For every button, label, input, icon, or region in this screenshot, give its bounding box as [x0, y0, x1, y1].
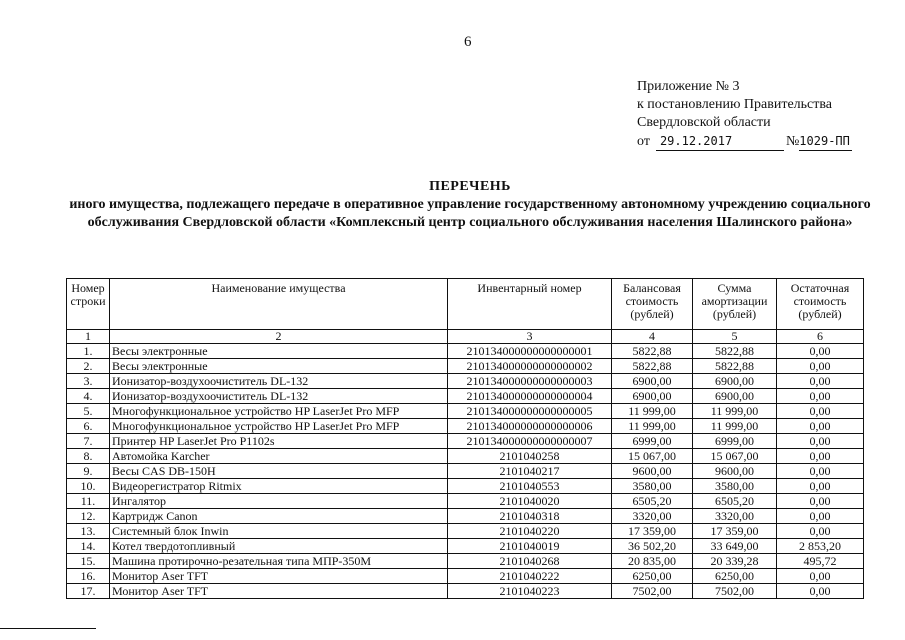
cell-residual-value: 495,72 [777, 554, 864, 569]
cell-inventory-number: 2101040268 [448, 554, 612, 569]
cell-name: Системный блок Inwin [110, 524, 448, 539]
cell-name: Весы электронные [110, 344, 448, 359]
table-row [67, 569, 864, 584]
cell-row-number: 6. [67, 419, 110, 434]
cell-residual-value: 0,00 [777, 524, 864, 539]
cell-amortization: 6900,00 [693, 374, 777, 389]
column-number: 5 [693, 330, 777, 344]
table-row [67, 509, 864, 524]
cell-residual-value: 2 853,20 [777, 539, 864, 554]
cell-balance-value: 20 835,00 [612, 554, 693, 569]
cell-amortization: 33 649,00 [693, 539, 777, 554]
cell-residual-value: 0,00 [777, 479, 864, 494]
cell-row-number: 10. [67, 479, 110, 494]
cell-inventory-number: 210134000000000000005 [448, 404, 612, 419]
column-number: 3 [448, 330, 612, 344]
title-subtitle: иного имущества, подлежащего передаче в оперативное управление государственному автономному учреждению социального обслуживания Свердловской области «Комплексный центр социального обслуживания населения Шалинского района» [69, 197, 871, 230]
table-row [67, 419, 864, 434]
property-table [66, 278, 864, 599]
table-row [67, 389, 864, 404]
cell-balance-value: 36 502,20 [612, 539, 693, 554]
cell-balance-value: 9600,00 [612, 464, 693, 479]
table-row [67, 434, 864, 449]
cell-balance-value: 6900,00 [612, 389, 693, 404]
cell-residual-value: 0,00 [777, 449, 864, 464]
appendix-date-row [637, 132, 852, 151]
table-row [67, 404, 864, 419]
cell-balance-value: 3580,00 [612, 479, 693, 494]
table-row [67, 584, 864, 599]
cell-inventory-number: 2101040222 [448, 569, 612, 584]
cell-name: Машина протирочно-резательная типа МПР-350М [110, 554, 448, 569]
cell-name: Видеорегистратор Ritmix [110, 479, 448, 494]
cell-balance-value: 6505,20 [612, 494, 693, 509]
table-row [67, 539, 864, 554]
table-row [67, 464, 864, 479]
cell-amortization: 17 359,00 [693, 524, 777, 539]
cell-name: Ионизатор-воздухоочиститель DL-132 [110, 389, 448, 404]
cell-row-number: 2. [67, 359, 110, 374]
cell-balance-value: 15 067,00 [612, 449, 693, 464]
cell-row-number: 17. [67, 584, 110, 599]
cell-amortization: 3580,00 [693, 479, 777, 494]
cell-row-number: 9. [67, 464, 110, 479]
footnote-divider [0, 628, 96, 629]
cell-row-number: 1. [67, 344, 110, 359]
cell-residual-value: 0,00 [777, 584, 864, 599]
cell-name: Картридж Canon [110, 509, 448, 524]
cell-residual-value: 0,00 [777, 464, 864, 479]
cell-amortization: 15 067,00 [693, 449, 777, 464]
cell-row-number: 16. [67, 569, 110, 584]
cell-inventory-number: 2101040019 [448, 539, 612, 554]
cell-balance-value: 17 359,00 [612, 524, 693, 539]
cell-inventory-number: 210134000000000000007 [448, 434, 612, 449]
cell-row-number: 5. [67, 404, 110, 419]
cell-amortization: 6505,20 [693, 494, 777, 509]
cell-amortization: 6900,00 [693, 389, 777, 404]
cell-amortization: 20 339,28 [693, 554, 777, 569]
cell-balance-value: 7502,00 [612, 584, 693, 599]
column-number: 1 [67, 330, 110, 344]
cell-amortization: 11 999,00 [693, 404, 777, 419]
table-body [67, 344, 864, 599]
cell-row-number: 13. [67, 524, 110, 539]
column-number: 4 [612, 330, 693, 344]
cell-inventory-number: 210134000000000000003 [448, 374, 612, 389]
table-row [67, 449, 864, 464]
cell-inventory-number: 2101040217 [448, 464, 612, 479]
cell-residual-value: 0,00 [777, 404, 864, 419]
table-header-row [67, 279, 864, 330]
number-sign: № [785, 134, 800, 149]
column-number-row [67, 330, 864, 344]
cell-amortization: 9600,00 [693, 464, 777, 479]
cell-name: Ингалятор [110, 494, 448, 509]
cell-amortization: 7502,00 [693, 584, 777, 599]
cell-amortization: 3320,00 [693, 509, 777, 524]
cell-amortization: 6999,00 [693, 434, 777, 449]
cell-balance-value: 11 999,00 [612, 404, 693, 419]
cell-name: Многофункциональное устройство HP LaserJet Pro MFP [110, 404, 448, 419]
header-inventory-number: Инвентарный номер [448, 279, 612, 330]
cell-name: Автомойка Karcher [110, 449, 448, 464]
title-heading: ПЕРЕЧЕНЬ [429, 179, 511, 194]
cell-name: Котел твердотопливный [110, 539, 448, 554]
cell-residual-value: 0,00 [777, 344, 864, 359]
page-number: 6 [464, 34, 472, 50]
cell-balance-value: 5822,88 [612, 344, 693, 359]
appendix-block [637, 78, 852, 151]
table-row [67, 554, 864, 569]
table-row [67, 524, 864, 539]
cell-row-number: 4. [67, 389, 110, 404]
cell-residual-value: 0,00 [777, 389, 864, 404]
header-residual-value: Остаточная стоимость (рублей) [777, 279, 864, 330]
cell-amortization: 5822,88 [693, 359, 777, 374]
cell-name: Монитор Aser TFT [110, 584, 448, 599]
cell-inventory-number: 210134000000000000006 [448, 419, 612, 434]
cell-inventory-number: 210134000000000000001 [448, 344, 612, 359]
header-amortization: Сумма амортизации (рублей) [693, 279, 777, 330]
cell-balance-value: 6250,00 [612, 569, 693, 584]
cell-inventory-number: 2101040258 [448, 449, 612, 464]
cell-row-number: 14. [67, 539, 110, 554]
cell-residual-value: 0,00 [777, 374, 864, 389]
cell-amortization: 6250,00 [693, 569, 777, 584]
cell-row-number: 12. [67, 509, 110, 524]
cell-residual-value: 0,00 [777, 359, 864, 374]
cell-amortization: 5822,88 [693, 344, 777, 359]
cell-inventory-number: 210134000000000000004 [448, 389, 612, 404]
cell-residual-value: 0,00 [777, 419, 864, 434]
cell-balance-value: 5822,88 [612, 359, 693, 374]
decree-date: 29.12.2017 [656, 132, 784, 151]
cell-row-number: 15. [67, 554, 110, 569]
cell-inventory-number: 2101040553 [448, 479, 612, 494]
table-row [67, 359, 864, 374]
cell-inventory-number: 2101040318 [448, 509, 612, 524]
header-name: Наименование имущества [110, 279, 448, 330]
cell-amortization: 11 999,00 [693, 419, 777, 434]
cell-name: Монитор Aser TFT [110, 569, 448, 584]
cell-name: Весы CAS DB-150H [110, 464, 448, 479]
table-row [67, 344, 864, 359]
cell-inventory-number: 2101040220 [448, 524, 612, 539]
cell-inventory-number: 2101040223 [448, 584, 612, 599]
cell-row-number: 7. [67, 434, 110, 449]
cell-residual-value: 0,00 [777, 494, 864, 509]
header-balance-value: Балансовая стоимость (рублей) [612, 279, 693, 330]
cell-residual-value: 0,00 [777, 434, 864, 449]
cell-inventory-number: 2101040020 [448, 494, 612, 509]
cell-residual-value: 0,00 [777, 509, 864, 524]
date-prefix: от [637, 134, 650, 149]
cell-balance-value: 6999,00 [612, 434, 693, 449]
cell-balance-value: 11 999,00 [612, 419, 693, 434]
decree-number: 1029-ПП [799, 132, 852, 151]
cell-name: Ионизатор-воздухоочиститель DL-132 [110, 374, 448, 389]
table-row [67, 479, 864, 494]
header-row-number: Номер строки [67, 279, 110, 330]
column-number: 2 [110, 330, 448, 344]
table-row [67, 494, 864, 509]
appendix-line: Приложение № 3 [637, 79, 740, 94]
appendix-line: к постановлению Правительства [637, 97, 833, 112]
cell-row-number: 3. [67, 374, 110, 389]
appendix-line: Свердловской области [637, 115, 771, 130]
cell-balance-value: 3320,00 [612, 509, 693, 524]
cell-name: Весы электронные [110, 359, 448, 374]
document-title [60, 178, 880, 232]
cell-residual-value: 0,00 [777, 569, 864, 584]
cell-inventory-number: 210134000000000000002 [448, 359, 612, 374]
cell-row-number: 8. [67, 449, 110, 464]
column-number: 6 [777, 330, 864, 344]
cell-name: Многофункциональное устройство HP LaserJet Pro MFP [110, 419, 448, 434]
table-row [67, 374, 864, 389]
cell-name: Принтер HP LaserJet Pro P1102s [110, 434, 448, 449]
cell-row-number: 11. [67, 494, 110, 509]
cell-balance-value: 6900,00 [612, 374, 693, 389]
